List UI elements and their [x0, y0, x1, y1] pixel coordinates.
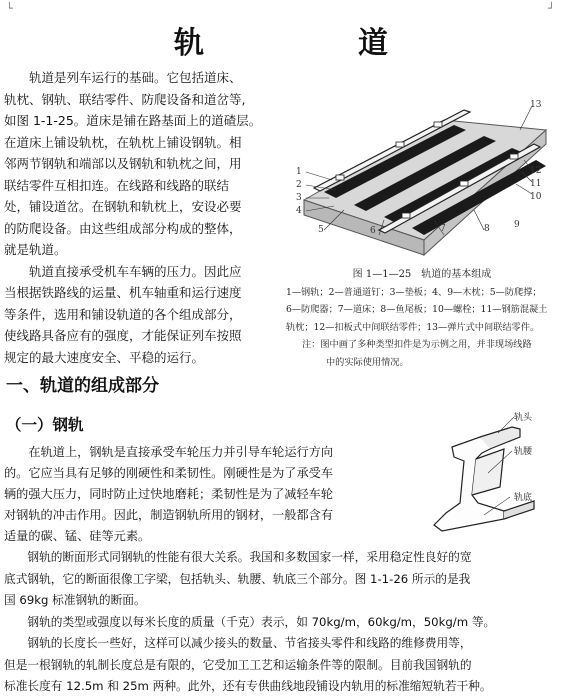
rail-text-block-2 — [4, 547, 560, 698]
text-line: 当根据铁路线的运量、机车轴重和运行速度 — [4, 285, 242, 300]
text-line: 如图 1-1-25。道床是铺在路基面上的道碴层。 — [4, 113, 262, 128]
figure-caption — [286, 266, 558, 371]
corner-mark: └ — [6, 2, 13, 15]
caption-note: 中的实际使用情况。 — [326, 356, 409, 368]
caption-title: 图 1—1—25 轨道的基本组成 — [352, 269, 492, 280]
caption-line: 轨枕；12—扣板式中间联结零件；13—弹片式中间联结零件。 — [286, 321, 540, 333]
figure-number: 10 — [530, 192, 542, 202]
text-line: 钢轨的长度长一些好，这样可以减少接头的数量、节省接头零件和线路的维修费用等， — [27, 636, 472, 650]
intro-paragraph-2 — [4, 261, 280, 283]
text-line: 在轨道上，钢轨是直接承受车轮压力并引导车轮运行方向 — [28, 445, 334, 459]
page-title: 轨 道 — [174, 26, 450, 61]
text-line: 适量的碳、锰、硅等元素。 — [4, 529, 151, 543]
figure-number: 5 — [318, 225, 324, 235]
figure-number: 8 — [484, 224, 490, 234]
text-line: 辆的强大压力，同时防止过快地磨耗；柔韧性是为了减轻车轮 — [4, 487, 334, 501]
text-line: 使线路具备应有的强度，才能保证列车按照 — [4, 328, 242, 343]
text-line: 在道床上铺设轨枕，在轨枕上铺设钢轨。相 — [4, 134, 242, 150]
text-line: 就是轨道。 — [4, 242, 67, 257]
figure-number: 4 — [296, 206, 302, 216]
rail-section-figure — [412, 403, 560, 545]
caption-note: 注：图中画了多种类型扣件是为示例之用，并非现场线路 — [302, 339, 532, 350]
text-line: 国 69kg 标准钢轨的断面。 — [4, 593, 146, 607]
text-line: 的。它应当具有足够的刚硬性和柔韧性。刚硬性是为了承受车 — [4, 466, 334, 480]
figure-number: 11 — [530, 179, 542, 189]
text-line: 联结零件互相扣连。在线路和线路的联结 — [4, 177, 230, 193]
corner-mark: ┘ — [548, 2, 555, 15]
text-line: 钢轨的类型或强度以每米长度的质量（千克）表示，如 70kg/m，60kg/m，50kg/m 等。 — [27, 614, 496, 629]
rail-profile — [434, 427, 534, 531]
figure-number: 7 — [440, 224, 446, 234]
subsection-heading: （一）钢轨 — [6, 416, 84, 434]
figure-number: 9 — [514, 220, 520, 230]
intro-text — [4, 67, 280, 368]
text-line: 处，铺设道岔。在钢轨和轨枕上，安设必要 — [4, 199, 242, 214]
text-line: 的防爬设备。由这些组成部分构成的整体， — [4, 220, 242, 236]
text-line: 钢轨的断面形式同钢轨的性能有很大关系。我国和多数国家一样，采用稳定性良好的宽 — [27, 550, 472, 564]
track-figure — [284, 80, 560, 270]
rail-base-label: 轨底 — [514, 493, 533, 503]
text-line: 等条件，选用和铺设轨道的各个组成部分， — [4, 306, 242, 322]
rail-text-block — [4, 442, 404, 547]
text-line: 轨道直接承受机车车辆的压力。因此应 — [29, 263, 242, 279]
text-line: 底式钢轨，它的断面很像工字梁，包括轨头、轨腰、轨底三个部分。图 1-1-26 所示的是我 — [4, 571, 471, 586]
figure-number: 2 — [296, 180, 302, 190]
rail-web-label: 轨腰 — [514, 447, 533, 457]
figure-number: 3 — [296, 193, 302, 203]
figure-number: 1 — [296, 167, 302, 177]
caption-line: 6—防爬器；7—道床；8—鱼尾板；10—螺栓；11—钢筋混凝土 — [286, 304, 548, 315]
figure-number: 12 — [530, 166, 542, 176]
section-heading: 一、轨道的组成部分 — [6, 376, 159, 396]
text-line: 邻两节钢轨和端部以及钢轨和轨枕之间，用 — [4, 156, 242, 171]
text-line: 标准长度有 12.5m 和 25m 两种。此外，还有专供曲线地段铺设内轨用的标准缩短轨若干种。 — [4, 679, 492, 693]
figure-number: 13 — [530, 100, 542, 110]
text-line: 对钢轨的冲击作用。因此，制造钢轨所用的钢材，一般都含有 — [4, 508, 334, 522]
text-line: 规定的最大速度安全、平稳的运行。 — [4, 349, 205, 365]
intro-paragraph-1 — [4, 67, 280, 89]
text-line: 但是一根钢轨的轧制长度总是有限的，它受加工工艺和运输条件等的限制。目前我国钢轨的 — [4, 657, 472, 672]
text-line: 轨枕、钢轨、联结零件、防爬设备和道岔等, — [4, 91, 246, 107]
rail-head-label: 轨头 — [514, 413, 533, 423]
caption-line: 1—钢轨；2—普通道钉；3—垫板；4、9—木枕；5—防爬撑； — [286, 286, 542, 298]
text-line: 轨道是列车运行的基础。它包括道床、 — [29, 70, 242, 85]
figure-number: 6 — [370, 226, 376, 236]
